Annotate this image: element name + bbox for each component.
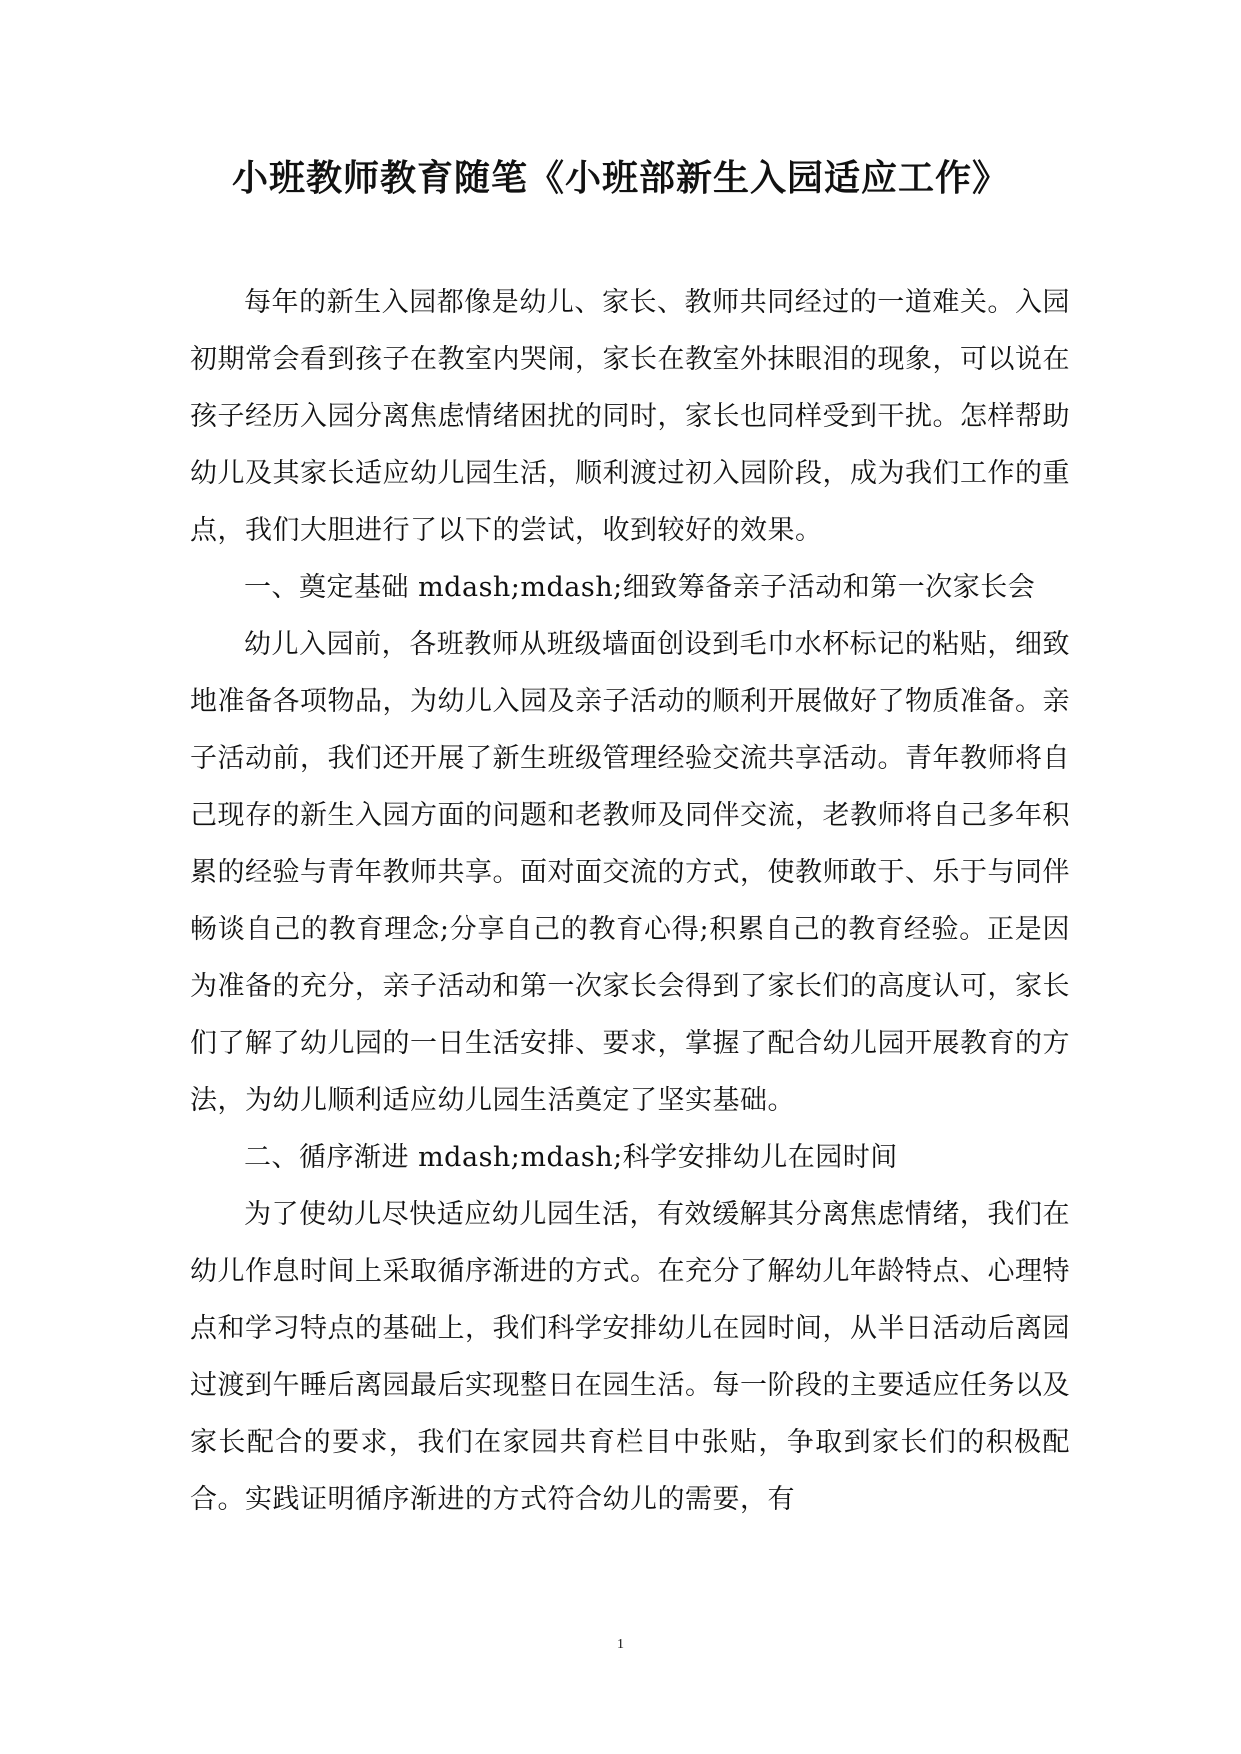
page-number: 1: [617, 1637, 624, 1652]
paragraph-section-1: 幼儿入园前，各班教师从班级墙面创设到毛巾水杯标记的粘贴，细致地准备各项物品，为幼儿入园及亲子活动的顺利开展做好了物质准备。亲子活动前，我们还开展了新生班级管理经验交流共享活动。青年教师将自己现存的新生入园方面的问题和老教师及同伴交流，老教师将自己多年积累的经验与青年教师共享。面对面交流的方式，使教师敢于、乐于与同伴畅谈自己的教育理念;分享自己的教育心得;积累自己的教育经验。正是因为准备的充分，亲子活动和第一次家长会得到了家长们的高度认可，家长们了解了幼儿园的一日生活安排、要求，掌握了配合幼儿园开展教育的方法，为幼儿顺利适应幼儿园生活奠定了坚实基础。: [190, 629, 1070, 1116]
document-title: 小班教师教育随笔《小班部新生入园适应工作》: [231, 157, 1009, 199]
document-body: [190, 274, 1070, 1528]
paragraph-section-2: 为了使幼儿尽快适应幼儿园生活，有效缓解其分离焦虑情绪，我们在幼儿作息时间上采取循序渐进的方式。在充分了解幼儿年龄特点、心理特点和学习特点的基础上，我们科学安排幼儿在园时间，从半日活动后离园过渡到午睡后离园最后实现整日在园生活。每一阶段的主要适应任务以及家长配合的要求，我们在家园共育栏目中张贴，争取到家长们的积极配合。实践证明循序渐进的方式符合幼儿的需要，有: [190, 1199, 1070, 1515]
heading-section-1: 一、奠定基础 mdash;mdash;细致筹备亲子活动和第一次家长会: [244, 572, 1036, 603]
heading-section-2: 二、循序渐进 mdash;mdash;科学安排幼儿在园时间: [244, 1142, 898, 1173]
paragraph-intro: 每年的新生入园都像是幼儿、家长、教师共同经过的一道难关。入园初期常会看到孩子在教室内哭闹，家长在教室外抹眼泪的现象，可以说在孩子经历入园分离焦虑情绪困扰的同时，家长也同样受到干扰。怎样帮助幼儿及其家长适应幼儿园生活，顺利渡过初入园阶段，成为我们工作的重点，我们大胆进行了以下的尝试，收到较好的效果。: [190, 287, 1070, 546]
